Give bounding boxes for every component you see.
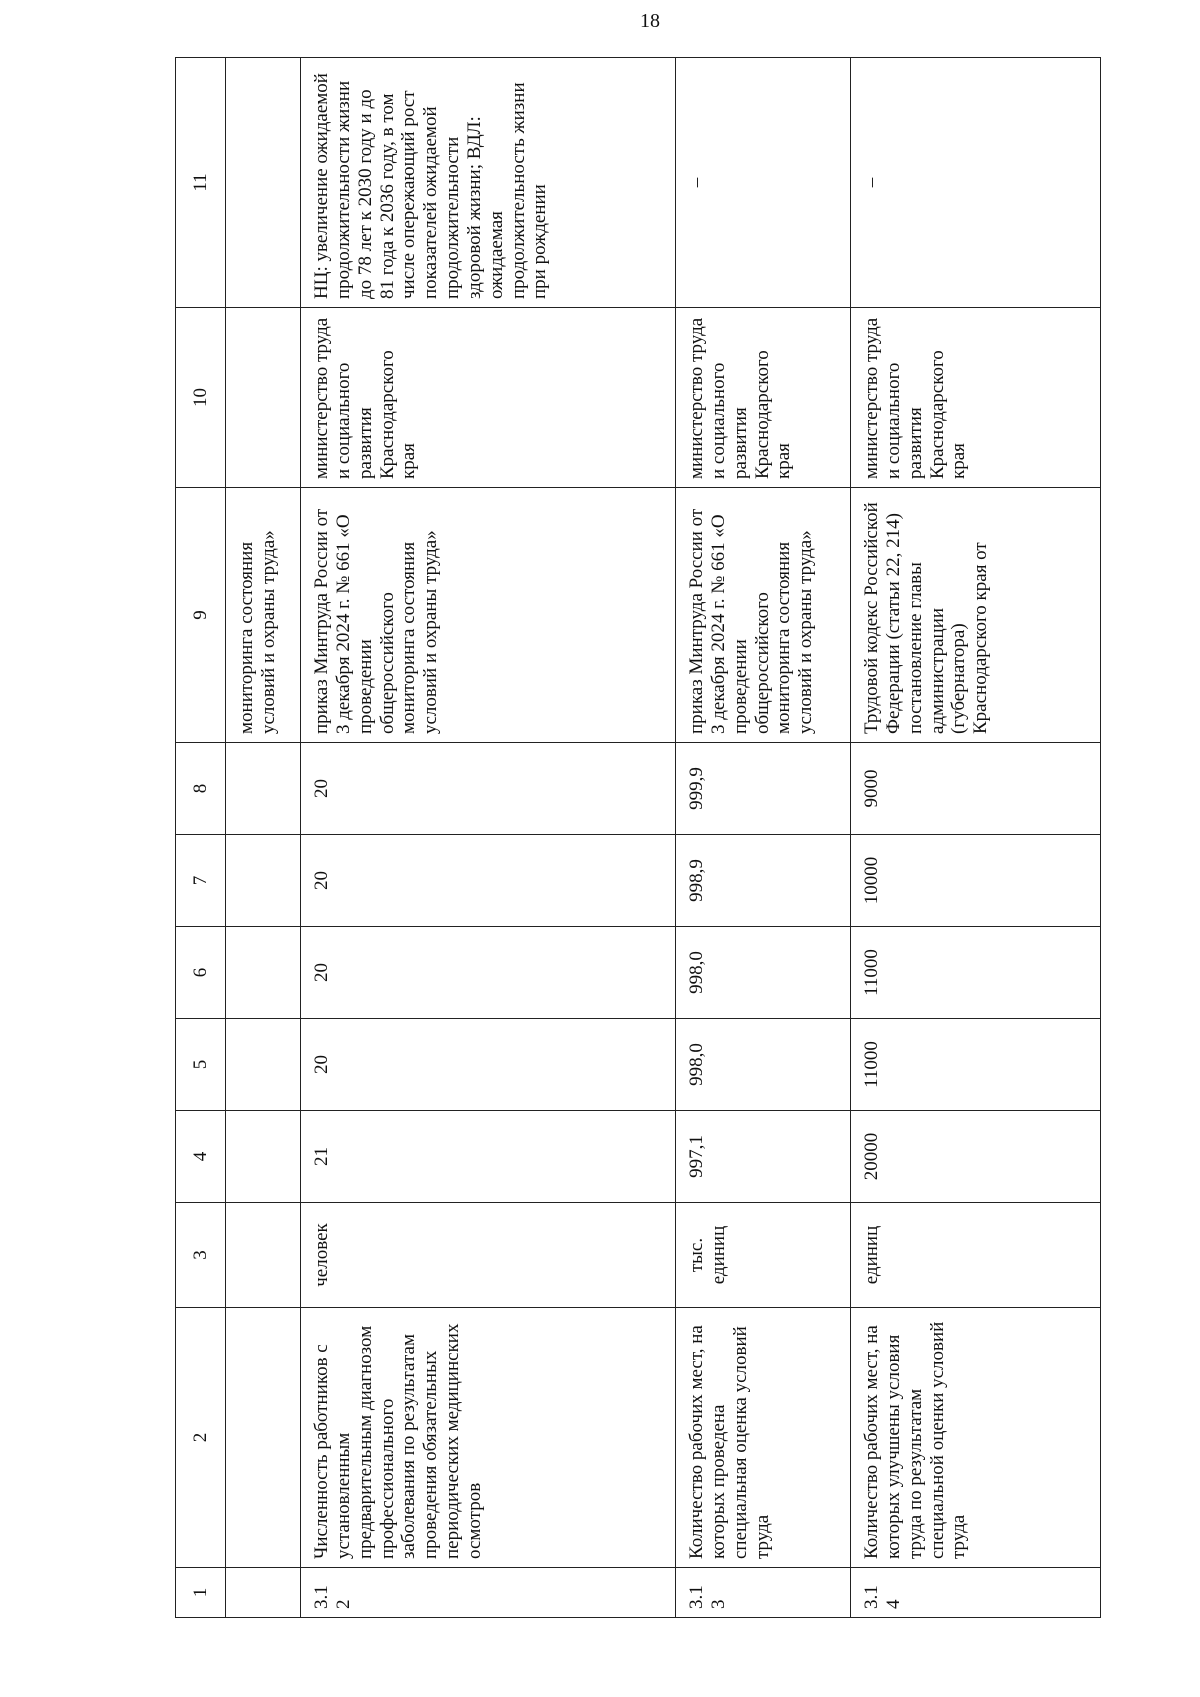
value-col6: 11000 (851, 927, 1101, 1019)
value-col8: 9000 (851, 743, 1101, 835)
goal: – (851, 58, 1101, 308)
empty-cell (226, 927, 301, 1019)
value-col6: 20 (301, 927, 676, 1019)
empty-cell (226, 1568, 301, 1618)
table-row (676, 58, 851, 1618)
goal: НЦ: увеличение ожидаемой продолжительности жизни до 78 лет к 2030 году и до 81 года к 2036 году, в том числе опережающий рост показателей ожидаемой продолжительности здоровой жизни; ВДЛ: ожидаемая продолжительность жизни при рождении (301, 58, 676, 308)
table-header-row (176, 58, 226, 1618)
row-id: 3.13 (676, 1568, 851, 1618)
value-col8: 999,9 (676, 743, 851, 835)
indicators-table (175, 57, 1101, 1618)
value-col5: 998,0 (676, 1019, 851, 1111)
empty-cell (226, 1111, 301, 1203)
empty-cell (226, 1019, 301, 1111)
empty-cell (226, 835, 301, 927)
header-cell: 6 (176, 927, 226, 1019)
value-col5: 20 (301, 1019, 676, 1111)
header-cell: 9 (176, 488, 226, 743)
row-id: 3.12 (301, 1568, 676, 1618)
header-cell: 11 (176, 58, 226, 308)
value-col8: 20 (301, 743, 676, 835)
value-col7: 20 (301, 835, 676, 927)
header-cell: 4 (176, 1111, 226, 1203)
responsible: министерство труда и социального развития Краснодарского края (676, 308, 851, 488)
empty-cell (226, 308, 301, 488)
value-col5: 11000 (851, 1019, 1101, 1111)
rotated-table-container (175, 58, 1100, 1618)
header-cell: 3 (176, 1203, 226, 1308)
responsible: министерство труда и социального развития Краснодарского края (851, 308, 1101, 488)
legal-basis: приказ Минтруда России от 3 декабря 2024 г. № 661 «О проведении общероссийского мониторинга состояния условий и охраны труда» (301, 488, 676, 743)
indicator-name: Количество рабочих мест, на которых проведена специальная оценка условий труда (676, 1308, 851, 1568)
row-id: 3.14 (851, 1568, 1101, 1618)
header-cell: 2 (176, 1308, 226, 1568)
indicator-name: Количество рабочих мест, на которых улучшены условия труда по результатам специальной оценки условий труда (851, 1308, 1101, 1568)
goal: – (676, 58, 851, 308)
value-col7: 998,9 (676, 835, 851, 927)
indicator-name: Численность работников с установленным предварительным диагнозом профессионального заболевания по результатам проведения обязательных периодических медицинских осмотров (301, 1308, 676, 1568)
value-col6: 998,0 (676, 927, 851, 1019)
empty-cell (226, 1308, 301, 1568)
legal-basis-continuation: мониторинга состояния условий и охраны труда» (226, 488, 301, 743)
continuation-row (226, 58, 301, 1618)
empty-cell (226, 1203, 301, 1308)
value-col4: 997,1 (676, 1111, 851, 1203)
responsible: министерство труда и социального развития Краснодарского края (301, 308, 676, 488)
unit: единиц (851, 1203, 1101, 1308)
empty-cell (226, 743, 301, 835)
table-row (301, 58, 676, 1618)
legal-basis: Трудовой кодекс Российской Федерации (статьи 22, 214) постановление главы администрации (губернатора) Краснодарского края от (851, 488, 1101, 743)
header-cell: 10 (176, 308, 226, 488)
unit: тыс. единиц (676, 1203, 851, 1308)
page-number: 18 (640, 10, 660, 32)
header-cell: 1 (176, 1568, 226, 1618)
unit: человек (301, 1203, 676, 1308)
empty-cell (226, 58, 301, 308)
value-col4: 20000 (851, 1111, 1101, 1203)
header-cell: 7 (176, 835, 226, 927)
table-row (851, 58, 1101, 1618)
header-cell: 5 (176, 1019, 226, 1111)
header-cell: 8 (176, 743, 226, 835)
value-col4: 21 (301, 1111, 676, 1203)
value-col7: 10000 (851, 835, 1101, 927)
legal-basis: приказ Минтруда России от 3 декабря 2024 г. № 661 «О проведении общероссийского мониторинга состояния условий и охраны труда» (676, 488, 851, 743)
